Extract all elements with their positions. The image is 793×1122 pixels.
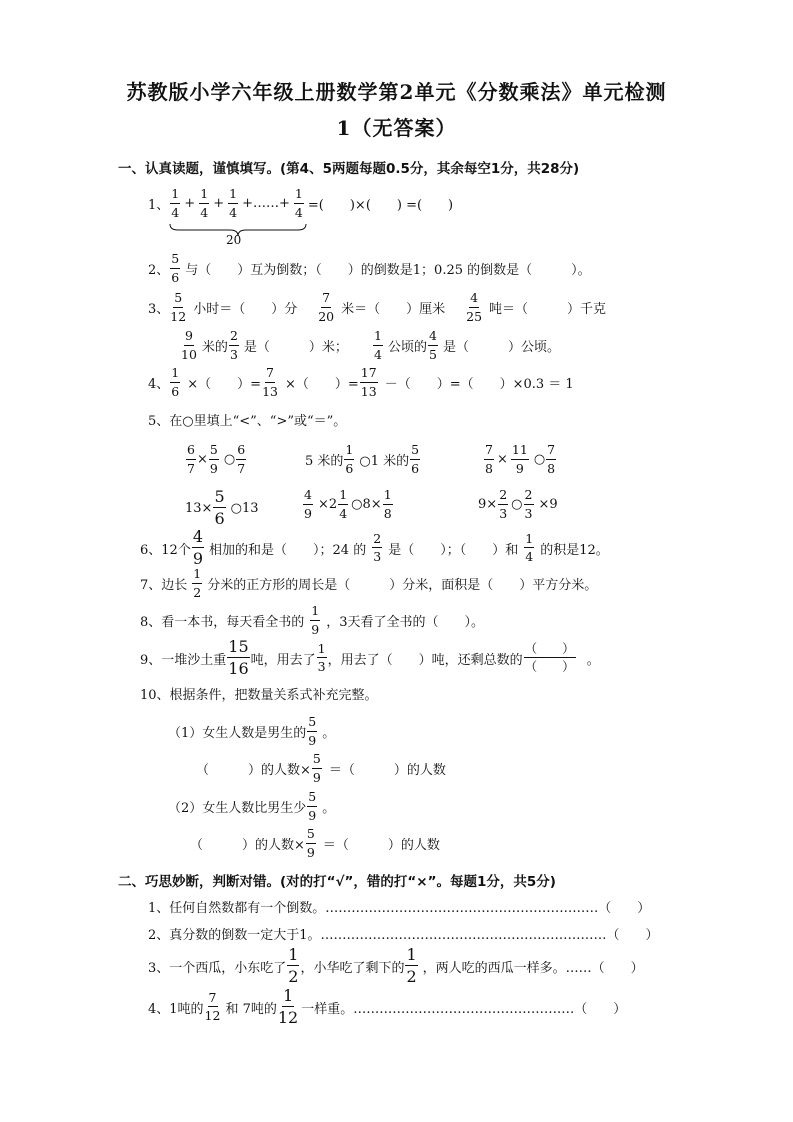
question-text: 。 (322, 801, 336, 816)
question-10 (140, 684, 378, 703)
fraction (344, 444, 354, 475)
fraction (524, 489, 534, 520)
question-text: ，3天看了全书的（ ）。 (326, 615, 485, 630)
question-text: （ ）的人数× (196, 763, 311, 778)
fraction-numerator: 1 (338, 489, 348, 505)
fraction-denominator: 8 (383, 505, 392, 521)
fraction-numerator: 1 (524, 533, 534, 549)
fraction-denominator: 6 (411, 460, 420, 476)
fraction (360, 367, 378, 398)
fraction-numerator: 7 (321, 292, 331, 308)
fraction-numerator: 1 (288, 945, 299, 964)
fraction-denominator: 4 (294, 204, 303, 220)
question-text: 。 (322, 726, 336, 741)
fraction-numerator: 1 (344, 444, 354, 460)
fraction-numerator: 1 (282, 986, 294, 1005)
fraction-denominator: 9 (306, 844, 315, 860)
question-text: ×9 (538, 497, 558, 512)
fraction-numerator: 15 (228, 637, 249, 656)
fraction-numerator: 5 (307, 791, 317, 807)
fraction-denominator: （ ） (524, 659, 575, 674)
question-text: +……+ (242, 196, 290, 211)
question-1 (148, 188, 453, 219)
fraction (306, 828, 316, 859)
fraction-numerator: 1 (406, 945, 417, 964)
question-5-row1-a (185, 444, 247, 475)
question-text: ○ (533, 452, 546, 467)
fraction-denominator: 13 (360, 383, 377, 399)
fraction (294, 188, 304, 219)
question-text: × (197, 452, 208, 467)
fraction-numerator: 1 (192, 568, 202, 584)
fraction (204, 989, 221, 1023)
question-text: 是（ ）公顷。 (442, 340, 560, 355)
fraction-numerator: 5 (209, 444, 219, 460)
fraction-numerator: 5 (170, 253, 180, 269)
fraction-numerator: 1 (294, 188, 304, 204)
fraction (428, 330, 438, 361)
fraction-numerator: 7 (484, 444, 494, 460)
fraction-denominator: 3 (317, 659, 326, 674)
fraction-denominator: 4 (373, 346, 382, 362)
question-text: ○ (223, 452, 236, 467)
question-text: （2）女生人数比男生少 (168, 801, 307, 816)
fraction-numerator: 1 (317, 643, 327, 659)
question-text: 是（ ）米； (243, 340, 348, 355)
fraction (228, 188, 238, 219)
question-text: ＝（ ）的人数 (322, 838, 440, 853)
fraction (338, 489, 348, 520)
question-5-row1-b (305, 444, 421, 475)
fraction-denominator: 7 (237, 460, 246, 476)
question-text: －（ ）=（ ）×0.3 ＝ 1 (384, 377, 574, 392)
question-9 (140, 639, 600, 677)
question-text: 与（ ）互为倒数；（ ）的倒数是1；0.25 的倒数是（ ）。 (185, 263, 591, 278)
fraction (170, 188, 180, 219)
fraction-numerator: 1 (199, 188, 209, 204)
fraction (199, 188, 209, 219)
fraction-denominator: 3 (229, 346, 238, 362)
fraction (209, 444, 219, 475)
judge-1: 1、任何自然数都有一个倒数。………………………………………………………（ ） (148, 901, 651, 916)
question-text: 9、一堆沙土重 (140, 652, 227, 668)
question-2 (148, 253, 591, 284)
fraction-denominator: 3 (524, 505, 533, 521)
fraction-numerator: 6 (236, 444, 246, 460)
fraction (229, 330, 239, 361)
fraction-numerator: 11 (511, 444, 529, 460)
fraction-denominator: 20 (318, 308, 335, 324)
judge-4 (148, 988, 626, 1026)
question-text: 米＝（ ）厘米 (341, 302, 446, 317)
question-5-row2-c (478, 489, 558, 520)
fraction-numerator: 4 (192, 527, 204, 546)
fraction-numerator: 5 (214, 487, 225, 506)
fraction-denominator: 7 (187, 460, 195, 476)
fraction-denominator: 9 (308, 732, 317, 748)
question-text: ○1 米的 (359, 454, 410, 469)
fraction (287, 947, 299, 985)
fraction (410, 444, 420, 475)
question-text: ＝（ ）的人数 (328, 763, 446, 778)
fraction (307, 791, 317, 822)
fraction-numerator: 7 (546, 444, 556, 460)
question-text: 米的 (201, 340, 228, 355)
fraction-denominator: 2 (288, 967, 299, 986)
fraction-denominator: 25 (466, 308, 483, 324)
question-text: 7、边长 (140, 578, 188, 593)
question-text: 9× (478, 497, 498, 512)
fraction-denominator: 12 (277, 1008, 299, 1027)
fraction (511, 444, 529, 475)
question-10-2 (168, 791, 335, 822)
section1-heading: 一、认真读题，谨慎填写。(第4、5两题每题0.5分，其余每空1分，共28分) (118, 161, 580, 177)
judge-3 (148, 947, 644, 985)
fraction (186, 444, 196, 475)
fraction-denominator: 3 (373, 549, 382, 564)
fraction-denominator: 2 (406, 967, 417, 986)
fraction-denominator: 6 (214, 509, 225, 528)
fraction-blank (524, 640, 576, 674)
question-text: ○8× (351, 497, 382, 512)
question-text: 6、12个 (140, 542, 191, 558)
fraction (317, 640, 327, 674)
fraction (192, 568, 202, 599)
fraction-numerator: 9 (184, 330, 194, 346)
question-text: 一样重。……………………………………………（ ） (301, 1001, 627, 1017)
fraction-denominator: 4 (200, 204, 209, 220)
fraction-denominator: 8 (485, 460, 493, 476)
fraction (181, 330, 197, 361)
question-5-row1-c (483, 444, 557, 475)
fraction-denominator: 9 (304, 505, 312, 521)
question-text: =( )×( ) =( ) (307, 198, 454, 213)
fraction-denominator: 6 (171, 269, 180, 285)
question-text: 5 米的 (305, 454, 344, 469)
fraction-numerator: 1 (373, 330, 383, 346)
question-text: × (497, 452, 508, 467)
question-text: 1、 (148, 198, 170, 213)
question-text: 和 7吨的 (225, 1001, 277, 1017)
section2-heading: 二、巧思妙断，判断对错。(对的打“√”，错的打“×”。每题1分，共5分) (118, 874, 556, 890)
fraction (312, 753, 322, 784)
question-text: 相加的和是（ ）；24 的 (209, 542, 367, 558)
question-10-2-equation (190, 828, 440, 859)
question-8 (140, 605, 484, 636)
fraction-denominator: 12 (170, 308, 187, 324)
question-5-row2-a (185, 489, 259, 527)
fraction-numerator: 2 (524, 489, 534, 505)
fraction (213, 489, 225, 527)
fraction-denominator: 8 (547, 460, 556, 476)
fraction-denominator: 4 (525, 549, 534, 564)
question-text: 3、一个西瓜，小东吃了 (148, 960, 287, 976)
question-4 (148, 367, 574, 398)
fraction-numerator: 17 (360, 367, 378, 383)
fraction-denominator: 2 (193, 584, 202, 600)
question-text: + (213, 196, 225, 211)
fraction (318, 292, 334, 323)
question-text: 10、根据条件，把数量关系式补充完整。 (140, 688, 378, 703)
fraction (524, 530, 534, 564)
fraction-numerator: 2 (229, 330, 239, 346)
question-text: ×（ ）= (187, 377, 262, 392)
fraction-numerator: 1 (310, 605, 320, 621)
fraction (310, 605, 320, 636)
question-3-line1 (148, 292, 606, 323)
question-text: 小时＝（ ）分 (193, 302, 298, 317)
fraction (262, 367, 278, 398)
fraction-denominator: 6 (345, 460, 354, 476)
question-text: 2、 (148, 263, 170, 278)
fraction (170, 253, 180, 284)
fraction-denominator: 12 (204, 1008, 221, 1023)
question-10-1 (168, 716, 335, 747)
question-text: 的积是12。 (540, 542, 609, 558)
fraction-numerator: 5 (410, 444, 420, 460)
fraction-numerator: 1 (170, 367, 180, 383)
fraction-denominator: 9 (192, 549, 204, 568)
fraction-numerator: 5 (173, 292, 183, 308)
fraction-numerator: （ ） (524, 643, 576, 659)
question-3-line2 (180, 330, 560, 361)
question-text: 吨，用去了 (250, 652, 316, 668)
fraction-numerator: 4 (428, 330, 438, 346)
question-text: 公顷的 (387, 340, 427, 355)
question-text: 8、看一本书，每天看全书的 (140, 615, 305, 630)
fraction-numerator: 4 (469, 292, 479, 308)
fraction-denominator: 9 (209, 460, 218, 476)
question-text: （ ）的人数× (190, 838, 305, 853)
fraction-numerator: 7 (265, 367, 275, 383)
fraction-numerator: 2 (372, 533, 382, 549)
fraction (405, 947, 417, 985)
question-text: 4、1吨的 (148, 1001, 204, 1017)
fraction-numerator: 6 (186, 444, 196, 460)
question-text: + (184, 196, 196, 211)
question-text: ，用去了（ ）吨，还剩总数的 (327, 652, 523, 668)
question-text: ×2 (318, 497, 338, 512)
question-5-row2-b (302, 489, 394, 520)
question-text: 分米的正方形的周长是（ ）分米，面积是（ ）平方分米。 (207, 578, 598, 593)
fraction-numerator: 2 (498, 489, 508, 505)
fraction-numerator: 5 (306, 828, 316, 844)
fraction-denominator: 3 (499, 505, 508, 521)
fraction-numerator: 7 (208, 992, 218, 1008)
fraction-denominator: 9 (308, 807, 317, 823)
question-text: 13× (185, 500, 213, 516)
fraction (373, 330, 383, 361)
question-text: 在○里填上“<”、“>”或“＝”。 (169, 414, 347, 429)
fraction-numerator: 4 (303, 489, 313, 505)
fraction-denominator: 6 (171, 383, 180, 399)
question-7 (140, 568, 597, 599)
page-title-line2: 1（无答案） (336, 116, 457, 140)
question-5 (148, 410, 346, 429)
question-text: ○ (511, 497, 523, 512)
fraction-denominator: 16 (228, 659, 249, 678)
question-text: 吨＝（ ）千克 (489, 302, 607, 317)
fraction (278, 988, 298, 1026)
brace-label: 20 (226, 233, 242, 247)
fraction-denominator: 4 (339, 505, 348, 521)
fraction (383, 489, 393, 520)
fraction-denominator: 10 (181, 346, 197, 362)
question-text: ，小华吃了剩下的 (300, 960, 405, 976)
fraction (498, 489, 508, 520)
fraction-denominator: 4 (171, 204, 180, 220)
fraction (372, 530, 382, 564)
question-text: ○13 (230, 500, 259, 516)
fraction (170, 292, 186, 323)
fraction (227, 639, 249, 677)
question-text: （1）女生人数是男生的 (168, 726, 307, 741)
fraction (484, 444, 494, 475)
question-text: 。 (586, 652, 600, 668)
fraction-denominator: 5 (428, 346, 437, 362)
fraction (192, 529, 204, 567)
page-title-line1: 苏教版小学六年级上册数学第2单元《分数乘法》单元检测 (126, 80, 667, 104)
question-text: 5、 (148, 414, 170, 429)
fraction-numerator: 1 (170, 188, 180, 204)
fraction (236, 444, 246, 475)
fraction (307, 716, 317, 747)
question-text: 3、 (148, 302, 170, 317)
fraction (303, 489, 313, 520)
question-text: ，两人吃的西瓜一样多。……（ ） (422, 960, 644, 976)
judge-2: 2、真分数的倒数一定大于1。…………………………………………………………（ ） (148, 928, 659, 943)
question-10-1-equation (196, 753, 446, 784)
fraction-numerator: 1 (383, 489, 393, 505)
question-text: 4、 (148, 377, 170, 392)
fraction-denominator: 9 (311, 621, 320, 637)
question-6 (140, 529, 609, 567)
fraction-denominator: 9 (312, 769, 321, 785)
fraction-numerator: 5 (312, 753, 322, 769)
fraction-denominator: 4 (229, 204, 238, 220)
fraction-numerator: 5 (307, 716, 317, 732)
question-text: 是（ ）；（ ）和 (388, 542, 519, 558)
fraction (546, 444, 556, 475)
fraction-denominator: 9 (515, 460, 524, 476)
fraction-numerator: 1 (228, 188, 238, 204)
fraction (170, 367, 180, 398)
question-text: ×（ ）= (284, 377, 359, 392)
fraction (466, 292, 482, 323)
fraction-denominator: 13 (262, 383, 278, 399)
